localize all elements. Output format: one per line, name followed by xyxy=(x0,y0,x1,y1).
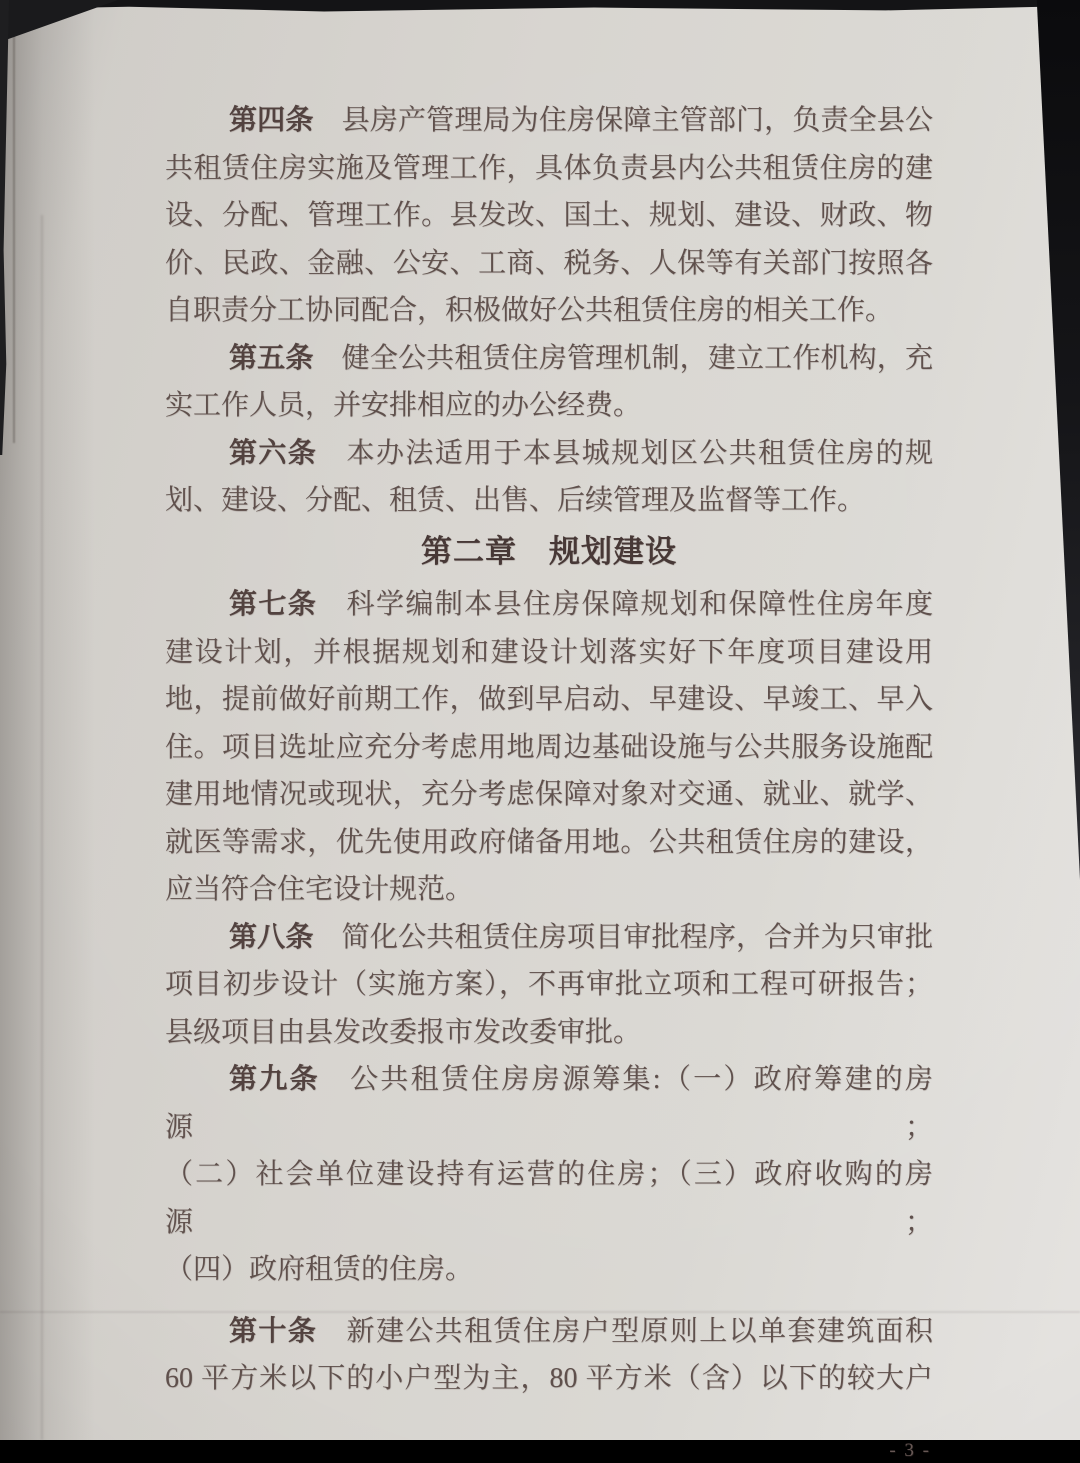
document-line xyxy=(165,97,933,145)
document-line: 自职责分工协同配合，积极做好公共租赁住房的相关工作。 xyxy=(165,295,894,326)
document-line: 就医等需求，优先使用政府储备用地。公共租赁住房的建设， xyxy=(165,826,933,858)
article-text: 健全公共租赁住房管理机制，建立工作机构，充 xyxy=(313,342,933,374)
document-line xyxy=(165,1056,933,1151)
document-line: 县级项目由县发改委报市发改委审批。 xyxy=(165,1016,642,1048)
document-text xyxy=(165,97,933,1463)
page-number: - 3 - xyxy=(889,1439,931,1461)
article-text: 公共租赁住房房源筹集:（一）政府筹建的房源； xyxy=(165,1064,933,1143)
document-line: 设、分配、管理工作。县发改、国土、规划、建设、财政、物 xyxy=(165,200,933,231)
article-number: 第十条 xyxy=(229,1315,318,1347)
document-line: （四）政府租赁的住房。 xyxy=(165,1254,474,1285)
document-line: 住。项目选址应充分考虑用地周边基础设施与公共服务设施配 xyxy=(165,731,933,763)
document-line: 项目初步设计（实施方案），不再审批立项和工程可研报告； xyxy=(165,969,933,1000)
document-line xyxy=(165,335,933,383)
article-text: 简化公共租赁住房项目审批程序，合并为只审批 xyxy=(313,921,933,953)
article-number: 第五条 xyxy=(229,342,314,374)
document-line xyxy=(165,1308,933,1356)
document-line xyxy=(165,430,933,478)
paper-crease xyxy=(13,28,15,443)
document-line xyxy=(165,581,933,629)
document-line: 实工作人员，并安排相应的办公经费。 xyxy=(165,390,642,421)
document-line: 共租赁住房实施及管理工作，具体负责县内公共租赁住房的建 xyxy=(165,152,933,184)
document-line: 划、建设、分配、租赁、出售、后续管理及监督等工作。 xyxy=(165,485,866,516)
article-text: 科学编制本县住房保障规划和保障性住房年度 xyxy=(317,589,933,620)
article-number: 第七条 xyxy=(229,589,318,620)
article-number: 第四条 xyxy=(229,105,314,136)
photo-dark-edge-top xyxy=(0,0,1080,13)
article-number: 第六条 xyxy=(229,437,318,469)
document-line: 应当符合住宅设计规范。 xyxy=(165,874,474,905)
document-line: （二）社会单位建设持有运营的住房；（三）政府收购的房源； xyxy=(165,1159,933,1238)
document-line: 60 平方米以下的小户型为主，80 平方米（含）以下的较大户 xyxy=(165,1363,933,1394)
document-line: 价、民政、金融、公安、工商、税务、人保等有关部门按照各 xyxy=(165,247,933,279)
document-line: 地，提前做好前期工作，做到早启动、早建设、早竣工、早入 xyxy=(165,684,933,715)
document-line: 建设计划，并根据规划和建设计划落实好下年度项目建设用 xyxy=(165,636,933,668)
chapter-heading: 第二章 规划建设 xyxy=(421,533,677,569)
article-text: 县房产管理局为住房保障主管部门，负责全县公 xyxy=(313,105,933,136)
article-text: 本办法适用于本县城规划区公共租赁住房的规 xyxy=(317,437,933,469)
document-line: 建用地情况或现状，充分考虑保障对象对交通、就业、就学、 xyxy=(165,779,933,810)
paper-crease xyxy=(41,215,43,1440)
article-text: 新建公共租赁住房户型原则上以单套建筑面积 xyxy=(317,1315,933,1347)
article-number: 第九条 xyxy=(229,1064,320,1095)
article-number: 第八条 xyxy=(229,921,314,953)
document-line xyxy=(165,914,933,962)
photo-dark-edge-right xyxy=(1034,0,1080,880)
